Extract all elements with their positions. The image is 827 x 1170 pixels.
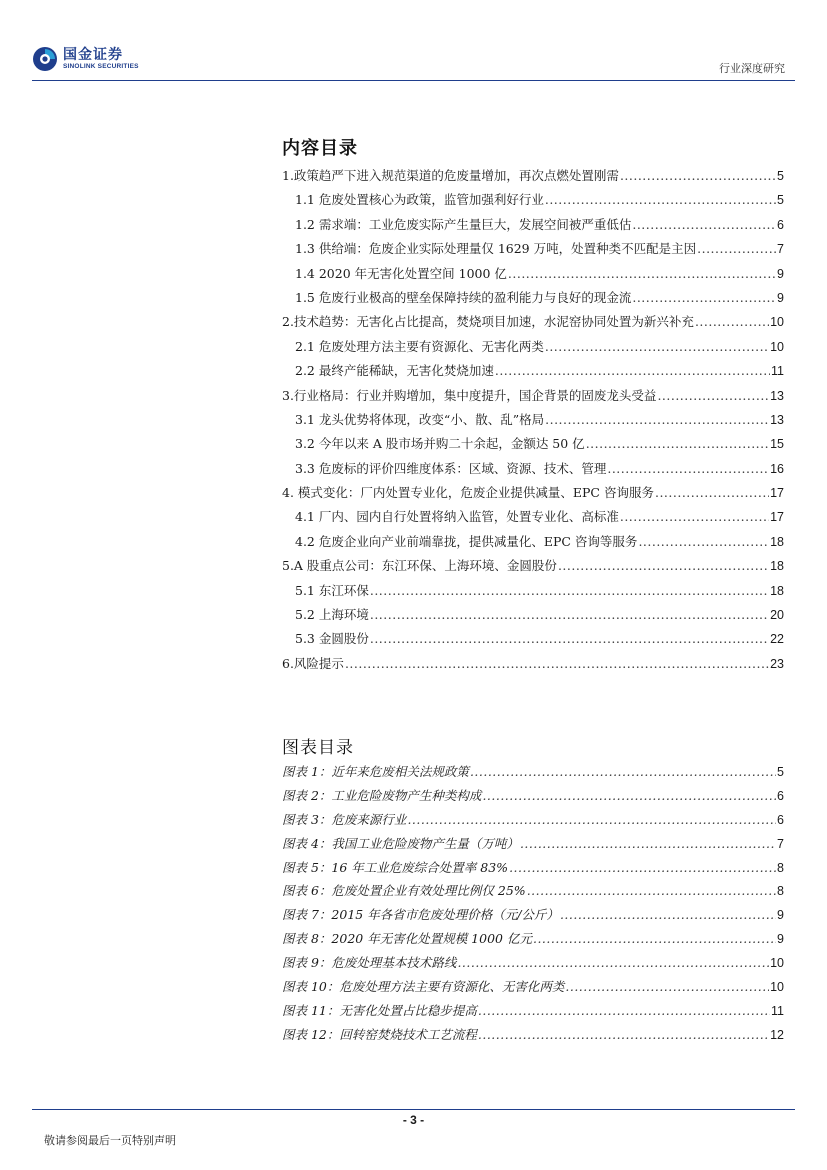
toc-entry-title: 1.5 危废行业极高的壁垒保障持续的盈利能力与良好的现金流 bbox=[295, 289, 632, 305]
toc-entry-page: 17 bbox=[770, 486, 784, 501]
figure-entry-title: 图表 8：2020 年无害化处置规模 1000 亿元 bbox=[282, 931, 532, 947]
toc-entry-title: 5.A 股重点公司：东江环保、上海环境、金圆股份 bbox=[282, 558, 557, 574]
figure-entry-page: 12 bbox=[770, 1027, 784, 1042]
toc-entry-title: 2.2 最终产能稀缺，无害化焚烧加速 bbox=[295, 363, 494, 379]
toc-entry[interactable] bbox=[282, 239, 784, 263]
toc-entry-page: 20 bbox=[770, 608, 784, 623]
company-logo bbox=[32, 46, 139, 72]
toc-entry[interactable] bbox=[282, 581, 784, 605]
dot-leader bbox=[527, 883, 776, 898]
toc-entry-page: 22 bbox=[770, 632, 784, 647]
toc-entry[interactable] bbox=[282, 507, 784, 531]
figure-entry-title: 图表 5：16 年工业危废综合处置率 83% bbox=[282, 859, 509, 875]
figure-entry-page: 6 bbox=[777, 812, 784, 827]
report-type-label: 行业深度研究 bbox=[719, 62, 785, 75]
dot-leader bbox=[565, 979, 769, 994]
figure-entry[interactable] bbox=[282, 834, 784, 858]
dot-leader bbox=[370, 631, 769, 646]
toc-entry[interactable] bbox=[282, 556, 784, 580]
figure-entry-title: 图表 6：危废处置企业有效处理比例仅 25% bbox=[282, 883, 526, 899]
figure-entry-title: 图表 11：无害化处置占比稳步提高 bbox=[282, 1002, 477, 1018]
toc-entry[interactable] bbox=[282, 312, 784, 336]
figure-entry-page: 7 bbox=[777, 836, 784, 851]
dot-leader bbox=[495, 363, 770, 378]
figure-entry[interactable] bbox=[282, 953, 784, 977]
dot-leader bbox=[470, 764, 776, 779]
figure-entry[interactable] bbox=[282, 1001, 784, 1025]
toc-entry-title: 5.1 东江环保 bbox=[295, 582, 369, 598]
figure-entry[interactable] bbox=[282, 905, 784, 929]
toc-entry[interactable] bbox=[282, 605, 784, 629]
toc-entry[interactable] bbox=[282, 532, 784, 556]
dot-leader bbox=[545, 339, 769, 354]
figure-entry-page: 8 bbox=[777, 884, 784, 899]
figure-entry-title: 图表 10：危废处理方法主要有资源化、无害化两类 bbox=[282, 979, 565, 995]
toc-entry-page: 9 bbox=[777, 290, 784, 305]
footer-divider bbox=[32, 1109, 795, 1110]
dot-leader bbox=[478, 1003, 770, 1018]
figure-entry-page: 10 bbox=[770, 980, 784, 995]
toc-entry-title: 1.2 需求端：工业危废实际产生量巨大，发展空间被严重低估 bbox=[295, 216, 632, 232]
toc-entry-title: 1.4 2020 年无害化处置空间 1000 亿 bbox=[295, 265, 507, 281]
dot-leader bbox=[695, 314, 769, 329]
dot-leader bbox=[586, 436, 769, 451]
figure-entry[interactable] bbox=[282, 881, 784, 905]
toc-entry-page: 13 bbox=[770, 412, 784, 427]
dot-leader bbox=[370, 583, 769, 598]
dot-leader bbox=[545, 412, 769, 427]
toc-entry[interactable] bbox=[282, 459, 784, 483]
dot-leader bbox=[545, 192, 776, 207]
dot-leader bbox=[457, 955, 769, 970]
toc-entry[interactable] bbox=[282, 190, 784, 214]
dot-leader bbox=[370, 607, 769, 622]
figure-entry-title: 图表 4：我国工业危险废物产生量（万吨） bbox=[282, 835, 519, 851]
figure-entry-page: 10 bbox=[770, 956, 784, 971]
toc-entry-title: 3.2 今年以来 A 股市场并购二十余起，金额达 50 亿 bbox=[295, 436, 585, 452]
toc-entry-page: 5 bbox=[777, 169, 784, 183]
dot-leader bbox=[407, 812, 776, 827]
toc-entry-page: 7 bbox=[777, 242, 784, 257]
figure-entry[interactable] bbox=[282, 858, 784, 882]
dot-leader bbox=[558, 558, 769, 573]
toc-entry[interactable] bbox=[282, 629, 784, 653]
footer-disclaimer: 敬请参阅最后一页特别声明 bbox=[44, 1134, 176, 1147]
toc-entry-title: 4. 模式变化：厂内处置专业化，危废企业提供减量、EPC 咨询服务 bbox=[282, 485, 654, 501]
dot-leader bbox=[632, 290, 776, 305]
toc-entry-page: 10 bbox=[770, 339, 784, 354]
dot-leader bbox=[620, 168, 776, 183]
figure-entry-title: 图表 12：回转窑焚烧技术工艺流程 bbox=[282, 1026, 477, 1042]
toc-entry[interactable] bbox=[282, 264, 784, 288]
toc-entry-title: 5.3 金圆股份 bbox=[295, 631, 369, 647]
toc-entry-page: 6 bbox=[777, 217, 784, 232]
toc-entry-page: 17 bbox=[770, 510, 784, 525]
dot-leader bbox=[520, 836, 776, 851]
figure-entry[interactable] bbox=[282, 929, 784, 953]
toc-title: 内容目录 bbox=[282, 138, 358, 159]
toc-entry-page: 9 bbox=[777, 266, 784, 281]
dot-leader bbox=[478, 1027, 769, 1042]
header-divider bbox=[32, 80, 795, 81]
figure-entry-title: 图表 3：危废来源行业 bbox=[282, 811, 407, 827]
logo-english-name: SINOLINK SECURITIES bbox=[63, 62, 139, 70]
toc-entry-title: 4.1 厂内、园内自行处置将纳入监管，处置专业化、高标准 bbox=[295, 509, 619, 525]
figure-entry-page: 8 bbox=[777, 860, 784, 875]
toc-entry-page: 18 bbox=[770, 534, 784, 549]
figure-entry[interactable] bbox=[282, 810, 784, 834]
toc-entry[interactable] bbox=[282, 654, 784, 678]
figure-entry-title: 图表 7：2015 年各省市危废处理价格（元/公斤） bbox=[282, 907, 559, 923]
table-of-contents bbox=[282, 166, 784, 678]
figure-entry-title: 图表 1：近年来危废相关法规政策 bbox=[282, 764, 469, 779]
toc-entry-title: 2.技术趋势：无害化占比提高，焚烧项目加速，水泥窑协同处置为新兴补充 bbox=[282, 314, 694, 330]
dot-leader bbox=[560, 907, 776, 922]
dot-leader bbox=[482, 788, 776, 803]
toc-entry-page: 15 bbox=[770, 437, 784, 452]
toc-entry-title: 3.1 龙头优势将体现，改变“小、散、乱”格局 bbox=[295, 411, 545, 427]
figure-entry-page: 9 bbox=[777, 932, 784, 947]
toc-entry-title: 5.2 上海环境 bbox=[295, 607, 369, 623]
toc-entry-page: 10 bbox=[770, 315, 784, 330]
dot-leader bbox=[345, 656, 769, 671]
toc-entry[interactable] bbox=[282, 410, 784, 434]
toc-entry-title: 6.风险提示 bbox=[282, 655, 344, 671]
figure-entry-title: 图表 9：危废处理基本技术路线 bbox=[282, 955, 457, 971]
figure-entry[interactable] bbox=[282, 762, 784, 786]
dot-leader bbox=[638, 534, 769, 549]
figure-entry[interactable] bbox=[282, 786, 784, 810]
dot-leader bbox=[657, 388, 769, 403]
figure-entry-page: 9 bbox=[777, 908, 784, 923]
toc-entry-page: 18 bbox=[770, 583, 784, 598]
toc-entry-page: 13 bbox=[770, 388, 784, 403]
toc-entry-title: 1.政策趋严下进入规范渠道的危废量增加，再次点燃处置刚需 bbox=[282, 168, 619, 183]
dot-leader bbox=[509, 860, 776, 875]
dot-leader bbox=[533, 931, 776, 946]
logo-chinese-name: 国金证券 bbox=[63, 46, 123, 63]
toc-entry[interactable] bbox=[282, 434, 784, 458]
toc-entry-page: 11 bbox=[771, 364, 784, 379]
figure-entry-page: 11 bbox=[771, 1003, 784, 1018]
toc-entry[interactable] bbox=[282, 166, 784, 190]
toc-entry[interactable] bbox=[282, 483, 784, 507]
figure-entry[interactable] bbox=[282, 977, 784, 1001]
dot-leader bbox=[697, 241, 776, 256]
dot-leader bbox=[508, 266, 776, 281]
figure-index bbox=[282, 762, 784, 1049]
toc-entry[interactable] bbox=[282, 288, 784, 312]
dot-leader bbox=[607, 461, 769, 476]
toc-entry-title: 2.1 危废处理方法主要有资源化、无害化两类 bbox=[295, 338, 544, 354]
toc-entry-title: 4.2 危废企业向产业前端靠拢，提供减量化、EPC 咨询等服务 bbox=[295, 533, 638, 549]
toc-entry-title: 3.3 危废标的评价四维度体系：区域、资源、技术、管理 bbox=[295, 460, 607, 476]
toc-entry[interactable] bbox=[282, 215, 784, 239]
toc-entry-title: 1.3 供给端：危废企业实际处理量仅 1629 万吨，处置种类不匹配是主因 bbox=[295, 241, 697, 257]
toc-entry[interactable] bbox=[282, 386, 784, 410]
toc-entry-page: 16 bbox=[770, 461, 784, 476]
toc-entry-title: 3.行业格局：行业并购增加，集中度提升，国企背景的固废龙头受益 bbox=[282, 387, 657, 403]
toc-entry[interactable] bbox=[282, 337, 784, 361]
dot-leader bbox=[620, 509, 769, 524]
page-header bbox=[0, 0, 827, 82]
dot-leader bbox=[632, 217, 776, 232]
figure-entry-page: 5 bbox=[777, 765, 784, 779]
figure-entry[interactable] bbox=[282, 1025, 784, 1049]
figure-entry-page: 6 bbox=[777, 788, 784, 803]
figure-index-title: 图表目录 bbox=[282, 738, 354, 758]
toc-entry-page: 23 bbox=[770, 656, 784, 671]
toc-entry-title: 1.1 危废处置核心为政策，监管加强利好行业 bbox=[295, 192, 544, 208]
toc-entry-page: 5 bbox=[777, 193, 784, 208]
dot-leader bbox=[655, 485, 769, 500]
sinolink-logo-icon bbox=[32, 46, 58, 72]
figure-entry-title: 图表 2：工业危险废物产生种类构成 bbox=[282, 787, 482, 803]
page-number: - 3 - bbox=[402, 1113, 425, 1127]
toc-entry-page: 18 bbox=[770, 559, 784, 574]
toc-entry[interactable] bbox=[282, 361, 784, 385]
